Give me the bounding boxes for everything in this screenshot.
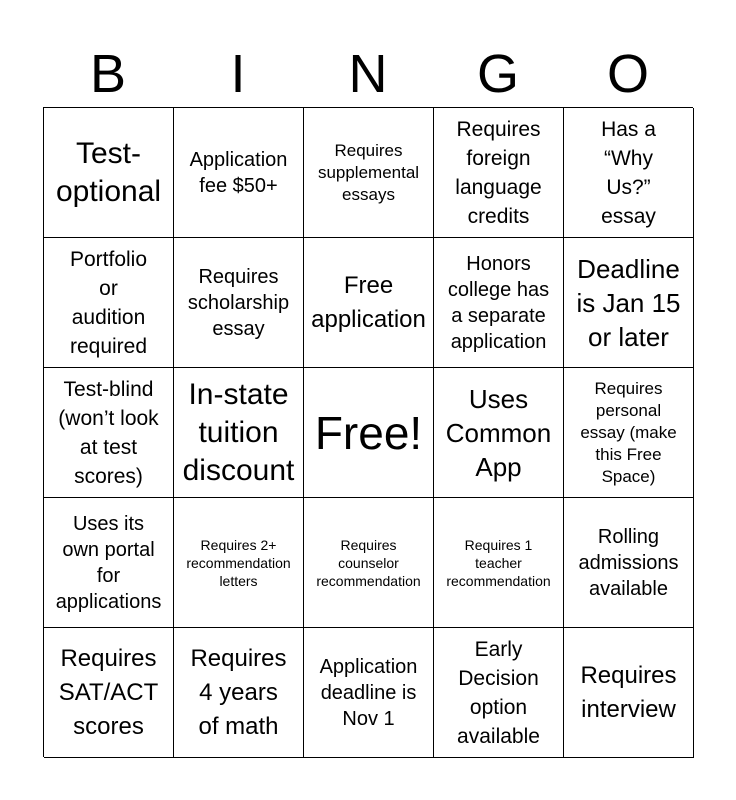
cell-text: Application deadline is Nov 1 <box>319 655 418 730</box>
bingo-cell[interactable] <box>564 628 694 758</box>
bingo-cell[interactable] <box>434 498 564 628</box>
cell-text: Free application <box>311 271 426 333</box>
bingo-cell[interactable] <box>434 628 564 758</box>
cell-text: Requires 1 teacher recommendation <box>446 536 551 589</box>
bingo-cell[interactable] <box>304 498 434 628</box>
cell-text: Requires scholarship essay <box>187 265 290 340</box>
bingo-cell[interactable] <box>44 498 174 628</box>
bingo-cell[interactable] <box>564 238 694 368</box>
cell-text: Requires counselor recommendation <box>316 536 421 589</box>
cell-text: Requires 2+ recommendation letters <box>186 536 291 589</box>
cell-text: Requires SAT/ACT scores <box>58 644 159 740</box>
header-letter-g: G <box>476 44 519 104</box>
bingo-cell[interactable] <box>434 108 564 238</box>
bingo-cell[interactable] <box>174 238 304 368</box>
cell-text: Requires foreign language credits <box>455 117 542 228</box>
cell-text: Portfolio or audition required <box>69 247 148 358</box>
header-letter-i: I <box>230 44 246 104</box>
bingo-cell[interactable] <box>564 108 694 238</box>
bingo-cell[interactable] <box>174 368 304 498</box>
bingo-cell[interactable] <box>304 108 434 238</box>
cell-text: Application fee $50+ <box>189 148 288 197</box>
bingo-cell[interactable] <box>174 628 304 758</box>
cell-text: Requires personal essay (make this Free Space) <box>580 378 677 486</box>
bingo-cell[interactable] <box>304 628 434 758</box>
bingo-card-grid <box>43 107 693 757</box>
cell-text: Test-blind (won’t look at test scores) <box>58 377 159 488</box>
bingo-cell[interactable] <box>174 108 304 238</box>
bingo-header <box>43 40 693 108</box>
header-letter-o: O <box>606 44 649 104</box>
bingo-cell[interactable] <box>564 368 694 498</box>
cell-text: Requires supplemental essays <box>317 140 420 204</box>
cell-text: Deadline is Jan 15 or later <box>576 253 681 352</box>
cell-text: Uses its own portal for applications <box>55 512 162 613</box>
cell-text: Honors college has a separate application <box>447 252 550 353</box>
bingo-cell[interactable] <box>44 238 174 368</box>
cell-text: Rolling admissions available <box>578 525 679 600</box>
bingo-cell[interactable] <box>564 498 694 628</box>
cell-text: Test- optional <box>55 136 162 208</box>
header-letter-n: N <box>348 44 388 104</box>
cell-text: Requires 4 years of math <box>190 644 287 740</box>
free-space-text: Free! <box>314 406 423 459</box>
cell-text: Uses Common App <box>445 383 552 482</box>
cell-text: Early Decision option available <box>457 637 540 748</box>
bingo-cell[interactable] <box>44 368 174 498</box>
bingo-cell[interactable] <box>44 628 174 758</box>
bingo-cell[interactable] <box>434 368 564 498</box>
cell-text: Has a “Why Us?” essay <box>601 117 656 228</box>
bingo-free-space[interactable] <box>304 368 434 498</box>
bingo-cell[interactable] <box>174 498 304 628</box>
header-letter-b: B <box>89 44 127 104</box>
bingo-cell[interactable] <box>434 238 564 368</box>
bingo-cell[interactable] <box>44 108 174 238</box>
cell-text: In-state tuition discount <box>182 377 295 487</box>
bingo-cell[interactable] <box>304 238 434 368</box>
cell-text: Requires interview <box>580 661 677 723</box>
